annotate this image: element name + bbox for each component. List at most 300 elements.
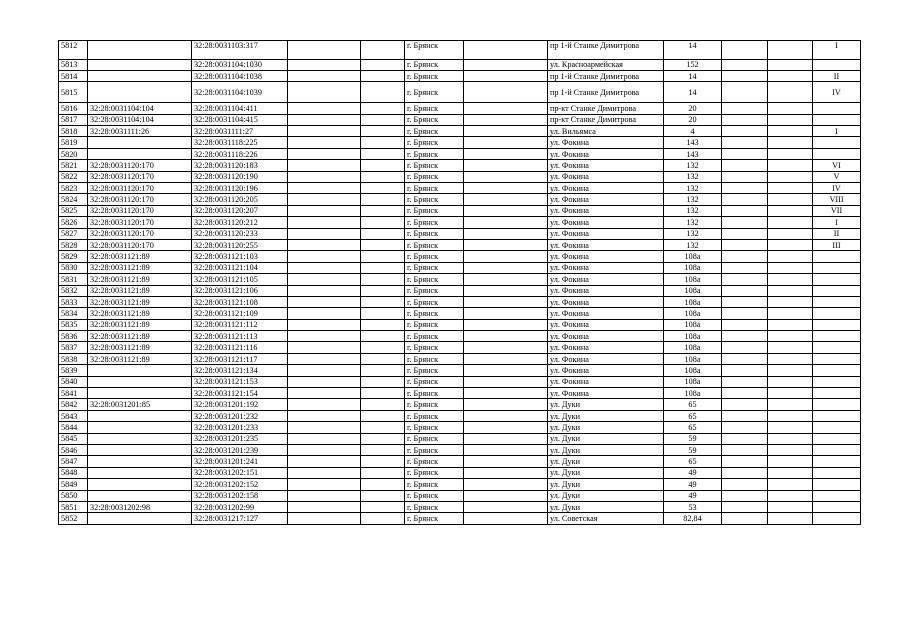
empty-cell: [464, 251, 548, 262]
previous-cadastral-cell: [88, 433, 192, 444]
empty-cell: [464, 126, 548, 137]
cadastral-number-cell: 32:28:0031201:192: [192, 399, 288, 410]
empty-cell: [361, 160, 405, 171]
table-row: [59, 103, 861, 114]
premises-number-cell: [813, 433, 861, 444]
row-number-cell: 5851: [59, 501, 88, 512]
empty-cell: [464, 171, 548, 182]
city-cell: г. Брянск: [405, 183, 464, 194]
row-number-cell: 5846: [59, 445, 88, 456]
empty-cell: [722, 353, 768, 364]
city-cell: г. Брянск: [405, 353, 464, 364]
table-row: [59, 205, 861, 216]
row-number-cell: 5841: [59, 388, 88, 399]
row-number-cell: 5825: [59, 205, 88, 216]
previous-cadastral-cell: [88, 490, 192, 501]
house-number-cell: 108а: [664, 342, 722, 353]
house-number-cell: 49: [664, 479, 722, 490]
empty-cell: [464, 148, 548, 159]
empty-cell: [361, 467, 405, 478]
empty-cell: [288, 490, 361, 501]
cadastral-number-cell: 32:28:0031120:196: [192, 183, 288, 194]
cadastral-number-cell: 32:28:0031104:1039: [192, 82, 288, 103]
empty-cell: [361, 217, 405, 228]
row-number-cell: 5827: [59, 228, 88, 239]
empty-cell: [288, 285, 361, 296]
empty-cell: [361, 513, 405, 524]
empty-cell: [722, 59, 768, 70]
premises-number-cell: V: [813, 171, 861, 182]
empty-cell: [464, 456, 548, 467]
empty-cell: [361, 262, 405, 273]
street-cell: ул. Фокина: [548, 376, 664, 387]
empty-cell: [361, 445, 405, 456]
street-cell: ул. Фокина: [548, 251, 664, 262]
premises-number-cell: VII: [813, 205, 861, 216]
cadastral-number-cell: 32:28:0031201:235: [192, 433, 288, 444]
empty-cell: [361, 171, 405, 182]
premises-number-cell: [813, 148, 861, 159]
cadastral-number-cell: 32:28:0031121:104: [192, 262, 288, 273]
empty-cell: [288, 217, 361, 228]
cadastral-number-cell: 32:28:0031104:411: [192, 103, 288, 114]
empty-cell: [361, 399, 405, 410]
city-cell: г. Брянск: [405, 399, 464, 410]
empty-cell: [288, 41, 361, 60]
empty-cell: [722, 342, 768, 353]
premises-number-cell: I: [813, 41, 861, 60]
empty-cell: [722, 228, 768, 239]
table-row: [59, 82, 861, 103]
house-number-cell: 132: [664, 228, 722, 239]
empty-cell: [722, 82, 768, 103]
premises-number-cell: IV: [813, 82, 861, 103]
empty-cell: [464, 239, 548, 250]
row-number-cell: 5824: [59, 194, 88, 205]
cadastral-number-cell: 32:28:0031202:152: [192, 479, 288, 490]
previous-cadastral-cell: 32:28:0031121:89: [88, 262, 192, 273]
empty-cell: [288, 114, 361, 125]
street-cell: пр 1-й Станке Димитрова: [548, 82, 664, 103]
city-cell: г. Брянск: [405, 456, 464, 467]
street-cell: ул. Фокина: [548, 160, 664, 171]
house-number-cell: 108а: [664, 296, 722, 307]
street-cell: ул. Фокина: [548, 331, 664, 342]
table-row: [59, 399, 861, 410]
empty-cell: [288, 365, 361, 376]
empty-cell: [464, 70, 548, 81]
previous-cadastral-cell: [88, 59, 192, 70]
empty-cell: [464, 262, 548, 273]
house-number-cell: 108а: [664, 285, 722, 296]
city-cell: г. Брянск: [405, 160, 464, 171]
empty-cell: [361, 388, 405, 399]
empty-cell: [464, 194, 548, 205]
premises-number-cell: I: [813, 217, 861, 228]
empty-cell: [768, 445, 813, 456]
house-number-cell: 108а: [664, 308, 722, 319]
street-cell: ул. Фокина: [548, 239, 664, 250]
row-number-cell: 5813: [59, 59, 88, 70]
row-number-cell: 5823: [59, 183, 88, 194]
cadastral-number-cell: 32:28:0031202:151: [192, 467, 288, 478]
house-number-cell: 20: [664, 114, 722, 125]
house-number-cell: 20: [664, 103, 722, 114]
empty-cell: [361, 239, 405, 250]
empty-cell: [722, 501, 768, 512]
house-number-cell: 82,84: [664, 513, 722, 524]
empty-cell: [768, 296, 813, 307]
empty-cell: [288, 445, 361, 456]
empty-cell: [464, 353, 548, 364]
empty-cell: [288, 376, 361, 387]
house-number-cell: 132: [664, 217, 722, 228]
empty-cell: [464, 274, 548, 285]
empty-cell: [464, 285, 548, 296]
previous-cadastral-cell: 32:28:0031120:170: [88, 228, 192, 239]
previous-cadastral-cell: 32:28:0031121:89: [88, 251, 192, 262]
empty-cell: [288, 456, 361, 467]
previous-cadastral-cell: 32:28:0031120:170: [88, 194, 192, 205]
cadastral-number-cell: 32:28:0031121:113: [192, 331, 288, 342]
table-row: [59, 331, 861, 342]
street-cell: ул. Дуки: [548, 490, 664, 501]
empty-cell: [361, 422, 405, 433]
empty-cell: [464, 183, 548, 194]
city-cell: г. Брянск: [405, 467, 464, 478]
previous-cadastral-cell: 32:28:0031121:89: [88, 319, 192, 330]
premises-number-cell: II: [813, 70, 861, 81]
house-number-cell: 143: [664, 148, 722, 159]
city-cell: г. Брянск: [405, 445, 464, 456]
street-cell: ул. Фокина: [548, 319, 664, 330]
cadastral-number-cell: 32:28:0031121:134: [192, 365, 288, 376]
house-number-cell: 108а: [664, 274, 722, 285]
empty-cell: [361, 490, 405, 501]
city-cell: г. Брянск: [405, 501, 464, 512]
previous-cadastral-cell: [88, 479, 192, 490]
street-cell: ул. Фокина: [548, 342, 664, 353]
street-cell: ул. Советская: [548, 513, 664, 524]
house-number-cell: 4: [664, 126, 722, 137]
empty-cell: [361, 194, 405, 205]
city-cell: г. Брянск: [405, 148, 464, 159]
house-number-cell: 108а: [664, 376, 722, 387]
table-row: [59, 217, 861, 228]
empty-cell: [288, 513, 361, 524]
empty-cell: [288, 239, 361, 250]
cadastral-number-cell: 32:28:0031120:207: [192, 205, 288, 216]
empty-cell: [768, 501, 813, 512]
table-row: [59, 228, 861, 239]
premises-number-cell: [813, 445, 861, 456]
empty-cell: [464, 296, 548, 307]
house-number-cell: 59: [664, 445, 722, 456]
street-cell: ул. Дуки: [548, 433, 664, 444]
empty-cell: [464, 228, 548, 239]
city-cell: г. Брянск: [405, 479, 464, 490]
street-cell: ул. Фокина: [548, 217, 664, 228]
table-row: [59, 365, 861, 376]
house-number-cell: 108а: [664, 251, 722, 262]
empty-cell: [361, 501, 405, 512]
row-number-cell: 5852: [59, 513, 88, 524]
empty-cell: [768, 148, 813, 159]
row-number-cell: 5849: [59, 479, 88, 490]
cadastral-number-cell: 32:28:0031120:183: [192, 160, 288, 171]
row-number-cell: 5817: [59, 114, 88, 125]
empty-cell: [288, 262, 361, 273]
row-number-cell: 5847: [59, 456, 88, 467]
previous-cadastral-cell: [88, 376, 192, 387]
empty-cell: [361, 70, 405, 81]
previous-cadastral-cell: 32:28:0031121:89: [88, 274, 192, 285]
empty-cell: [722, 239, 768, 250]
empty-cell: [464, 114, 548, 125]
empty-cell: [361, 41, 405, 60]
empty-cell: [288, 399, 361, 410]
street-cell: ул. Фокина: [548, 183, 664, 194]
premises-number-cell: [813, 331, 861, 342]
empty-cell: [361, 410, 405, 421]
empty-cell: [288, 319, 361, 330]
empty-cell: [361, 308, 405, 319]
empty-cell: [361, 353, 405, 364]
row-number-cell: 5840: [59, 376, 88, 387]
row-number-cell: 5816: [59, 103, 88, 114]
previous-cadastral-cell: 32:28:0031120:170: [88, 217, 192, 228]
premises-number-cell: III: [813, 239, 861, 250]
city-cell: г. Брянск: [405, 194, 464, 205]
table-row: [59, 126, 861, 137]
empty-cell: [722, 467, 768, 478]
empty-cell: [288, 59, 361, 70]
empty-cell: [288, 331, 361, 342]
table-row: [59, 501, 861, 512]
row-number-cell: 5837: [59, 342, 88, 353]
empty-cell: [768, 331, 813, 342]
empty-cell: [361, 114, 405, 125]
street-cell: ул. Дуки: [548, 445, 664, 456]
street-cell: пр 1-й Станке Димитрова: [548, 41, 664, 60]
house-number-cell: 132: [664, 239, 722, 250]
previous-cadastral-cell: 32:28:0031120:170: [88, 160, 192, 171]
premises-number-cell: [813, 388, 861, 399]
empty-cell: [288, 183, 361, 194]
row-number-cell: 5843: [59, 410, 88, 421]
house-number-cell: 132: [664, 171, 722, 182]
empty-cell: [464, 399, 548, 410]
table-row: [59, 114, 861, 125]
empty-cell: [768, 433, 813, 444]
row-number-cell: 5848: [59, 467, 88, 478]
city-cell: г. Брянск: [405, 285, 464, 296]
empty-cell: [768, 114, 813, 125]
empty-cell: [722, 274, 768, 285]
table-row: [59, 490, 861, 501]
table-row: [59, 422, 861, 433]
cadastral-number-cell: 32:28:0031121:112: [192, 319, 288, 330]
cadastral-number-cell: 32:28:0031120:212: [192, 217, 288, 228]
empty-cell: [464, 82, 548, 103]
cadastral-table: [58, 40, 861, 525]
empty-cell: [722, 296, 768, 307]
empty-cell: [464, 445, 548, 456]
row-number-cell: 5835: [59, 319, 88, 330]
house-number-cell: 53: [664, 501, 722, 512]
table-row: [59, 239, 861, 250]
previous-cadastral-cell: 32:28:0031120:170: [88, 205, 192, 216]
previous-cadastral-cell: [88, 70, 192, 81]
table-row: [59, 388, 861, 399]
street-cell: ул. Дуки: [548, 467, 664, 478]
empty-cell: [722, 41, 768, 60]
row-number-cell: 5819: [59, 137, 88, 148]
empty-cell: [361, 479, 405, 490]
street-cell: ул. Фокина: [548, 171, 664, 182]
table-row: [59, 296, 861, 307]
premises-number-cell: I: [813, 126, 861, 137]
table-row: [59, 148, 861, 159]
cadastral-number-cell: 32:28:0031217:127: [192, 513, 288, 524]
table-row: [59, 445, 861, 456]
previous-cadastral-cell: 32:28:0031104:104: [88, 114, 192, 125]
empty-cell: [464, 467, 548, 478]
previous-cadastral-cell: 32:28:0031121:89: [88, 308, 192, 319]
street-cell: ул. Фокина: [548, 228, 664, 239]
empty-cell: [722, 262, 768, 273]
empty-cell: [361, 183, 405, 194]
empty-cell: [288, 70, 361, 81]
empty-cell: [464, 160, 548, 171]
cadastral-number-cell: 32:28:0031121:105: [192, 274, 288, 285]
empty-cell: [722, 513, 768, 524]
empty-cell: [768, 70, 813, 81]
street-cell: ул. Фокина: [548, 137, 664, 148]
premises-number-cell: [813, 262, 861, 273]
empty-cell: [722, 126, 768, 137]
previous-cadastral-cell: [88, 82, 192, 103]
empty-cell: [768, 205, 813, 216]
empty-cell: [464, 137, 548, 148]
empty-cell: [288, 251, 361, 262]
previous-cadastral-cell: 32:28:0031104:104: [88, 103, 192, 114]
empty-cell: [464, 217, 548, 228]
cadastral-number-cell: 32:28:0031120:255: [192, 239, 288, 250]
table-row: [59, 41, 861, 60]
empty-cell: [768, 217, 813, 228]
premises-number-cell: VI: [813, 160, 861, 171]
city-cell: г. Брянск: [405, 376, 464, 387]
empty-cell: [288, 388, 361, 399]
premises-number-cell: [813, 422, 861, 433]
cadastral-number-cell: 32:28:0031201:241: [192, 456, 288, 467]
street-cell: ул. Фокина: [548, 365, 664, 376]
empty-cell: [768, 103, 813, 114]
empty-cell: [722, 445, 768, 456]
empty-cell: [768, 160, 813, 171]
previous-cadastral-cell: 32:28:0031202:98: [88, 501, 192, 512]
premises-number-cell: [813, 365, 861, 376]
empty-cell: [768, 376, 813, 387]
table-row: [59, 59, 861, 70]
empty-cell: [722, 422, 768, 433]
row-number-cell: 5815: [59, 82, 88, 103]
empty-cell: [288, 308, 361, 319]
empty-cell: [768, 513, 813, 524]
empty-cell: [361, 274, 405, 285]
street-cell: ул. Фокина: [548, 308, 664, 319]
premises-number-cell: [813, 353, 861, 364]
empty-cell: [722, 365, 768, 376]
city-cell: г. Брянск: [405, 410, 464, 421]
row-number-cell: 5844: [59, 422, 88, 433]
previous-cadastral-cell: 32:28:0031111:26: [88, 126, 192, 137]
empty-cell: [768, 228, 813, 239]
house-number-cell: 152: [664, 59, 722, 70]
empty-cell: [722, 433, 768, 444]
row-number-cell: 5845: [59, 433, 88, 444]
empty-cell: [768, 239, 813, 250]
empty-cell: [288, 501, 361, 512]
empty-cell: [722, 217, 768, 228]
cadastral-number-cell: 32:28:0031104:415: [192, 114, 288, 125]
house-number-cell: 65: [664, 422, 722, 433]
table-row: [59, 285, 861, 296]
empty-cell: [361, 103, 405, 114]
table-row: [59, 433, 861, 444]
empty-cell: [722, 456, 768, 467]
house-number-cell: 108а: [664, 319, 722, 330]
previous-cadastral-cell: 32:28:0031120:170: [88, 183, 192, 194]
street-cell: ул. Фокина: [548, 194, 664, 205]
row-number-cell: 5842: [59, 399, 88, 410]
city-cell: г. Брянск: [405, 433, 464, 444]
premises-number-cell: IV: [813, 183, 861, 194]
empty-cell: [722, 319, 768, 330]
street-cell: пр 1-й Станке Димитрова: [548, 70, 664, 81]
previous-cadastral-cell: [88, 422, 192, 433]
empty-cell: [288, 103, 361, 114]
premises-number-cell: [813, 251, 861, 262]
house-number-cell: 14: [664, 82, 722, 103]
street-cell: ул. Фокина: [548, 296, 664, 307]
empty-cell: [768, 410, 813, 421]
previous-cadastral-cell: [88, 445, 192, 456]
previous-cadastral-cell: 32:28:0031120:170: [88, 171, 192, 182]
table-row: [59, 342, 861, 353]
empty-cell: [722, 308, 768, 319]
city-cell: г. Брянск: [405, 490, 464, 501]
empty-cell: [722, 251, 768, 262]
empty-cell: [722, 160, 768, 171]
city-cell: г. Брянск: [405, 137, 464, 148]
empty-cell: [288, 353, 361, 364]
table-row: [59, 467, 861, 478]
premises-number-cell: [813, 410, 861, 421]
previous-cadastral-cell: [88, 456, 192, 467]
empty-cell: [288, 205, 361, 216]
city-cell: г. Брянск: [405, 41, 464, 60]
empty-cell: [768, 183, 813, 194]
city-cell: г. Брянск: [405, 103, 464, 114]
house-number-cell: 108а: [664, 365, 722, 376]
city-cell: г. Брянск: [405, 126, 464, 137]
empty-cell: [361, 365, 405, 376]
empty-cell: [361, 285, 405, 296]
house-number-cell: 132: [664, 205, 722, 216]
cadastral-number-cell: 32:28:0031121:117: [192, 353, 288, 364]
